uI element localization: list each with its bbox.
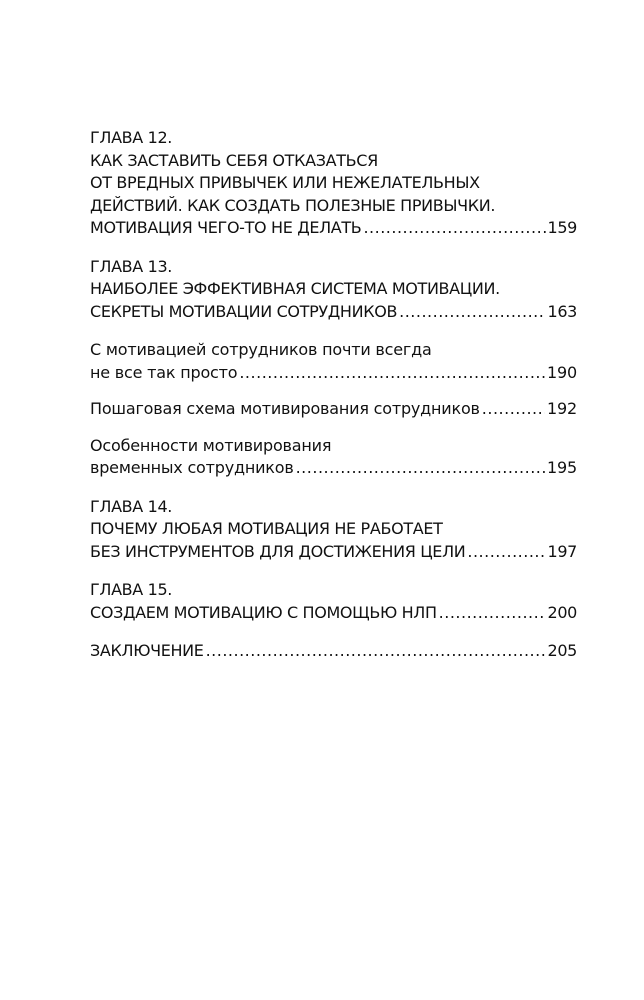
toc-title-line: Пошаговая схема мотивирования сотрудников bbox=[90, 399, 480, 418]
dot-leader bbox=[467, 541, 545, 564]
dot-leader bbox=[239, 362, 545, 385]
toc-entry-section[interactable] bbox=[90, 435, 577, 480]
toc-page-number: 200 bbox=[547, 602, 577, 622]
toc-page-number: 163 bbox=[547, 301, 577, 321]
toc-page-number: 159 bbox=[547, 218, 577, 237]
toc-title-line: СЕКРЕТЫ МОТИВАЦИИ СОТРУДНИКОВ bbox=[90, 301, 398, 321]
toc-entry-section[interactable] bbox=[90, 398, 577, 421]
toc-title-line: С мотивацией сотрудников почти всегда bbox=[90, 340, 432, 359]
toc-title-line: КАК ЗАСТАВИТЬ СЕБЯ ОТКАЗАТЬСЯ bbox=[90, 150, 378, 170]
toc-last-line bbox=[90, 217, 577, 240]
toc-title-line: НАИБОЛЕЕ ЭФФЕКТИВНАЯ СИСТЕМА МОТИВАЦИИ. bbox=[90, 279, 500, 298]
toc-title-line: ДЕЙСТВИЙ. КАК СОЗДАТЬ ПОЛЕЗНЫЕ ПРИВЫЧКИ. bbox=[90, 195, 496, 215]
toc-entry-chapter-14[interactable] bbox=[90, 496, 577, 564]
toc-title-line: не все так просто bbox=[90, 362, 238, 382]
toc-title-line: СОЗДАЕМ МОТИВАЦИЮ С ПОМОЩЬЮ НЛП bbox=[90, 602, 437, 622]
toc-page-number: 192 bbox=[547, 399, 577, 418]
toc-chapter-label: ГЛАВА 12. bbox=[90, 128, 173, 147]
dot-leader bbox=[296, 457, 545, 480]
toc-title-line: ПОЧЕМУ ЛЮБАЯ МОТИВАЦИЯ НЕ РАБОТАЕТ bbox=[90, 519, 443, 538]
toc-page-number: 197 bbox=[547, 541, 577, 561]
dot-leader bbox=[363, 217, 545, 240]
toc-last-line bbox=[90, 541, 577, 564]
table-of-contents bbox=[90, 127, 577, 679]
toc-entry-section[interactable] bbox=[90, 339, 577, 384]
toc-chapter-label: ГЛАВА 14. bbox=[90, 496, 173, 516]
toc-entry-chapter-12[interactable] bbox=[90, 127, 577, 240]
toc-title-line: временных сотрудников bbox=[90, 458, 294, 477]
toc-chapter-label: ГЛАВА 15. bbox=[90, 580, 173, 599]
toc-title-line: МОТИВАЦИЯ ЧЕГО-ТО НЕ ДЕЛАТЬ bbox=[90, 218, 362, 237]
toc-page-number: 190 bbox=[547, 362, 577, 382]
toc-last-line bbox=[90, 301, 577, 324]
toc-last-line bbox=[90, 602, 577, 625]
dot-leader bbox=[439, 602, 546, 625]
toc-entry-chapter-15[interactable] bbox=[90, 579, 577, 624]
toc-title-line: БЕЗ ИНСТРУМЕНТОВ ДЛЯ ДОСТИЖЕНИЯ ЦЕЛИ bbox=[90, 541, 466, 561]
toc-title-line: ЗАКЛЮЧЕНИЕ bbox=[90, 641, 204, 660]
toc-last-line bbox=[90, 640, 577, 663]
dot-leader bbox=[399, 301, 545, 324]
toc-chapter-label: ГЛАВА 13. bbox=[90, 256, 173, 276]
dot-leader bbox=[206, 640, 546, 663]
toc-entry-chapter-13[interactable] bbox=[90, 256, 577, 324]
toc-page-number: 205 bbox=[547, 641, 577, 660]
toc-title-line: ОТ ВРЕДНЫХ ПРИВЫЧЕК ИЛИ НЕЖЕЛАТЕЛЬНЫХ bbox=[90, 173, 480, 192]
toc-last-line bbox=[90, 457, 577, 480]
toc-last-line bbox=[90, 398, 577, 421]
toc-page-number: 195 bbox=[547, 458, 577, 477]
toc-last-line bbox=[90, 362, 577, 385]
dot-leader bbox=[482, 398, 545, 421]
toc-entry-conclusion[interactable] bbox=[90, 640, 577, 663]
toc-title-line: Особенности мотивирования bbox=[90, 435, 332, 455]
